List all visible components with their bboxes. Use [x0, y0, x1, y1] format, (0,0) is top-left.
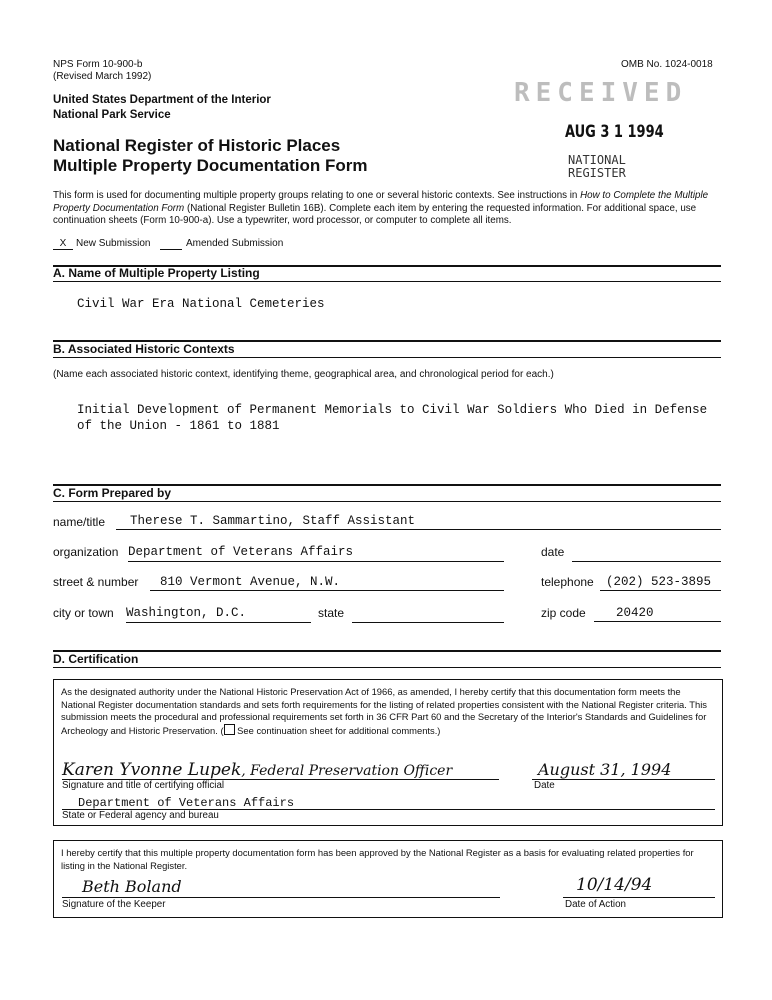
section-b-instruction: (Name each associated historic context, identifying theme, geographical area, and chronological period for each.): [53, 369, 554, 380]
department-name: United States Department of the Interior: [53, 94, 271, 106]
signature-label: Signature and title of certifying official: [62, 780, 225, 791]
amended-submission-blank[interactable]: [160, 249, 182, 250]
property-listing-name[interactable]: Civil War Era National Cemeteries: [77, 297, 325, 311]
section-b-underline: [53, 357, 721, 358]
agency-label: State or Federal agency and bureau: [62, 810, 219, 821]
zip-label: zip code: [541, 606, 586, 620]
historic-context-line2[interactable]: of the Union - 1861 to 1881: [77, 419, 280, 433]
organization-label: organization: [53, 545, 119, 559]
street-label: street & number: [53, 575, 139, 589]
keeper-text: I hereby certify that this multiple property documentation form has been approved by the National Register as a basis for evaluating related properties for listing in the National Register.: [61, 847, 694, 871]
city-label: city or town: [53, 606, 114, 620]
certification-date-label: Date: [534, 780, 555, 791]
street-field[interactable]: 810 Vermont Avenue, N.W.: [150, 575, 504, 591]
intro-paragraph: This form is used for documenting multiple property groups relating to one or several historic contexts. See instructions in How to Complete the Multiple Property Documentation Form (National Register Bulletin 16B). Complete each item by entering the requested information. For additional space, use continuation sheets (Form 10-900-a). Use a typewriter, word processor, or computer to complete all items.: [53, 190, 709, 226]
name-title-label: name/title: [53, 515, 106, 529]
telephone-field[interactable]: (202) 523-3895: [600, 575, 721, 591]
received-stamp: RECEIVED: [514, 78, 688, 108]
keeper-line: [62, 897, 500, 898]
state-label: state: [318, 606, 345, 620]
amended-submission-label: Amended Submission: [186, 238, 284, 249]
form-number: NPS Form 10-900-b: [53, 59, 143, 70]
stamp-register: REGISTER: [568, 166, 626, 180]
keeper-label: Signature of the Keeper: [62, 899, 166, 910]
stamp-date: AUG 3 1 1994: [565, 122, 664, 142]
certifying-signature: Karen Yvonne Lupek, Federal Preservation Officer: [62, 760, 453, 780]
action-date: 10/14/94: [576, 875, 653, 895]
name-title-field[interactable]: Therese T. Sammartino, Staff Assistant: [116, 514, 721, 530]
certification-date: August 31, 1994: [538, 760, 672, 779]
stamp-national: NATIONAL: [568, 153, 626, 167]
form-title-line2: Multiple Property Documentation Form: [53, 156, 368, 175]
new-submission-label: New Submission: [76, 238, 151, 249]
section-d-heading: D. Certification: [53, 652, 139, 666]
section-a-heading: A. Name of Multiple Property Listing: [53, 266, 260, 280]
section-c-heading: C. Form Prepared by: [53, 486, 172, 500]
city-field[interactable]: Washington, D.C.: [126, 606, 311, 623]
date-label: date: [541, 545, 565, 559]
telephone-label: telephone: [541, 575, 594, 589]
service-name: National Park Service: [53, 109, 171, 121]
continuation-checkbox[interactable]: [224, 724, 235, 735]
section-d-underline: [53, 667, 721, 668]
section-c-underline: [53, 501, 721, 502]
date-field[interactable]: [572, 545, 721, 562]
organization-field[interactable]: Department of Veterans Affairs: [128, 545, 504, 562]
section-d-rule: [53, 650, 721, 652]
section-a-underline: [53, 281, 721, 282]
date-line: [532, 779, 715, 780]
zip-field[interactable]: 20420: [594, 606, 721, 622]
section-b-heading: B. Associated Historic Contexts: [53, 342, 235, 356]
action-date-line: [563, 897, 715, 898]
form-title-line1: National Register of Historic Places: [53, 136, 341, 155]
state-field[interactable]: [352, 606, 504, 623]
historic-context-line1[interactable]: Initial Development of Permanent Memorials to Civil War Soldiers Who Died in Defense: [77, 403, 708, 417]
action-date-label: Date of Action: [565, 899, 626, 910]
new-submission-mark[interactable]: X: [53, 238, 73, 250]
keeper-signature: Beth Boland: [82, 877, 182, 896]
keeper-box: [53, 840, 723, 918]
certification-text: As the designated authority under the National Historic Preservation Act of 1966, as amended, I hereby certify that this documentation form meets the National Register documentation standards and sets forth requirements for the listing of related properties consistent with the National Register criteria. This submission meets the procedural and professional requirements set forth in 36 CFR Part 60 and the Secretary of the Interior's Standards and Guidelines for Archeology and Historic Preservation. ( See continuation sheet for additional comments.): [61, 686, 707, 736]
omb-number: OMB No. 1024-0018: [621, 59, 713, 70]
revised-date: (Revised March 1992): [53, 71, 152, 82]
certification-box: [53, 679, 723, 826]
agency-value: Department of Veterans Affairs: [78, 796, 295, 810]
